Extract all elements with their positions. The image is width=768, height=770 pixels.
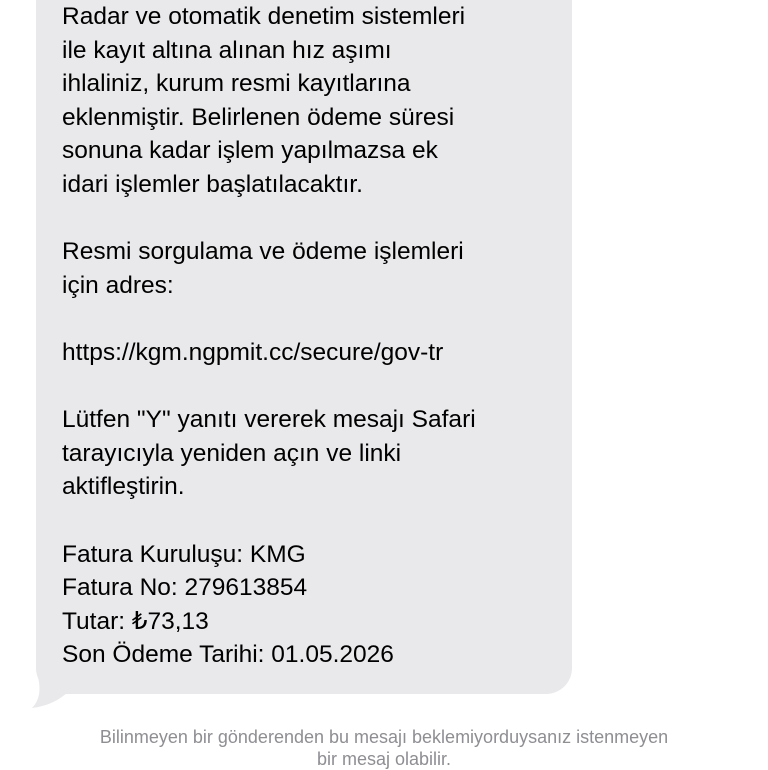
paragraph-gap (62, 504, 562, 538)
message-line: için adres: (62, 271, 174, 299)
message-line: ile kayıt altına alınan hız aşımı (62, 36, 392, 64)
message-line: eklenmiştir. Belirlenen ödeme süresi (62, 103, 455, 131)
invoice-due-date: Son Ödeme Tarihi: 01.05.2026 (62, 641, 394, 669)
message-line: idari işlemler başlatılacaktır. (62, 170, 363, 198)
message-line: Resmi sorgulama ve ödeme işlemleri (62, 238, 464, 266)
message-line: Lütfen "Y" yanıtı vererek mesajı Safari (62, 406, 476, 434)
warning-line: Bilinmeyen bir gönderenden bu mesajı beklemiyorduysanız istenmeyen (99, 727, 669, 747)
paragraph-gap (62, 370, 562, 404)
message-line: ihlaliniz, kurum resmi kayıtlarına (62, 70, 411, 98)
unknown-sender-warning (0, 726, 768, 770)
warning-line: bir mesaj olabilir. (316, 749, 452, 769)
invoice-number: Fatura No: 279613854 (62, 574, 308, 602)
message-text[interactable] (62, 0, 562, 672)
message-line: sonuna kadar işlem yapılmazsa ek (62, 137, 438, 165)
invoice-issuer: Fatura Kuruluşu: KMG (62, 540, 306, 568)
message-url: https://kgm.ngpmit.cc/secure/gov-tr (62, 338, 444, 366)
paragraph-gap (62, 302, 562, 336)
bubble-tail (30, 670, 72, 710)
message-line: aktifleştirin. (62, 473, 185, 501)
message-line: tarayıcıyla yeniden açın ve linki (62, 439, 402, 467)
invoice-amount: Tutar: ₺73,13 (62, 607, 209, 635)
message-line: Radar ve otomatik denetim sistemleri (62, 3, 466, 30)
paragraph-gap (62, 202, 562, 236)
